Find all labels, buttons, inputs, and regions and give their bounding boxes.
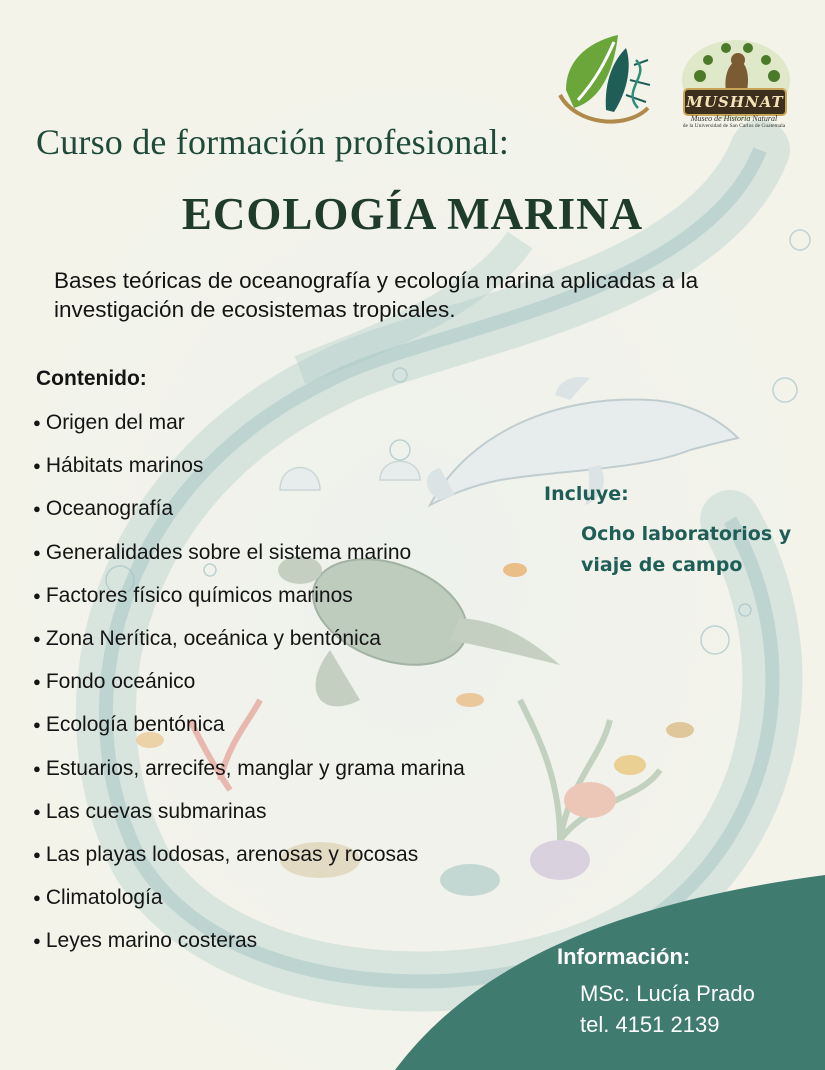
list-item: ● Ecología bentónica [33,713,225,737]
list-item: ● Oceanografía [33,497,174,521]
list-item-label: Climatología [45,886,163,910]
list-item-label: Ecología bentónica [45,713,225,737]
includes-line-1: Ocho laboratorios y [581,523,792,545]
list-item: ● Factores físico químicos marinos [33,583,353,607]
list-item-label: Factores físico químicos marinos [45,583,353,607]
contact-name: MSc. Lucía Prado [580,981,755,1006]
course-description: Bases teóricas de oceanografía y ecología marina aplicadas a la investigación de ecosistemas tropicales. [54,268,699,322]
list-item-label: Leyes marino costeras [45,929,258,953]
list-item: ● Climatología [33,886,163,910]
list-item: ● Generalidades sobre el sistema marino [33,540,412,564]
mushnat-subtitle [670,114,798,130]
contents-heading: Contenido: [36,367,147,390]
page-title: ECOLOGÍA MARINA [181,189,644,239]
list-item-label: Las cuevas submarinas [45,799,267,823]
course-label: Curso de formación profesional: [36,122,510,162]
list-item-label: Hábitats marinos [45,454,204,478]
list-item: ● Las cuevas submarinas [33,799,267,823]
list-item: ● Hábitats marinos [33,454,204,478]
list-item: ● Fondo oceánico [33,670,196,694]
list-item: ● Estuarios, arrecifes, manglar y grama marina [33,756,465,780]
list-item: ● Las playas lodosas, arenosas y rocosas [33,842,419,866]
list-item-label: Las playas lodosas, arenosas y rocosas [45,842,419,866]
list-item-label: Origen del mar [45,411,185,434]
list-item: ● Zona Nerítica, oceánica y bentónica [33,626,381,650]
list-item-label: Zona Nerítica, oceánica y bentónica [45,626,381,650]
mushnat-university-name: de la Universidad de San Carlos de Guatemala [682,123,786,129]
contents-list [33,401,465,962]
includes-text [581,519,811,581]
list-item-label: Oceanografía [45,497,174,521]
list-item-label: Generalidades sobre el sistema marino [45,540,412,564]
list-item-label: Estuarios, arrecifes, manglar y grama marina [45,756,465,780]
includes-line-2: viaje de campo [581,554,743,576]
ecology-leaf-dna-logo [556,30,656,124]
contact-phone: tel. 4151 2139 [580,1012,720,1037]
list-item: ● Leyes marino costeras [33,929,258,953]
list-item-label: Fondo oceánico [45,670,196,694]
list-item: ● Origen del mar [33,411,185,434]
includes-heading: Incluye: [544,483,629,505]
mushnat-museum-name: Museo de Historia Natural [690,114,778,123]
mushnat-wordmark: MUSHNAT [683,88,787,116]
info-heading: Información: [557,944,691,969]
